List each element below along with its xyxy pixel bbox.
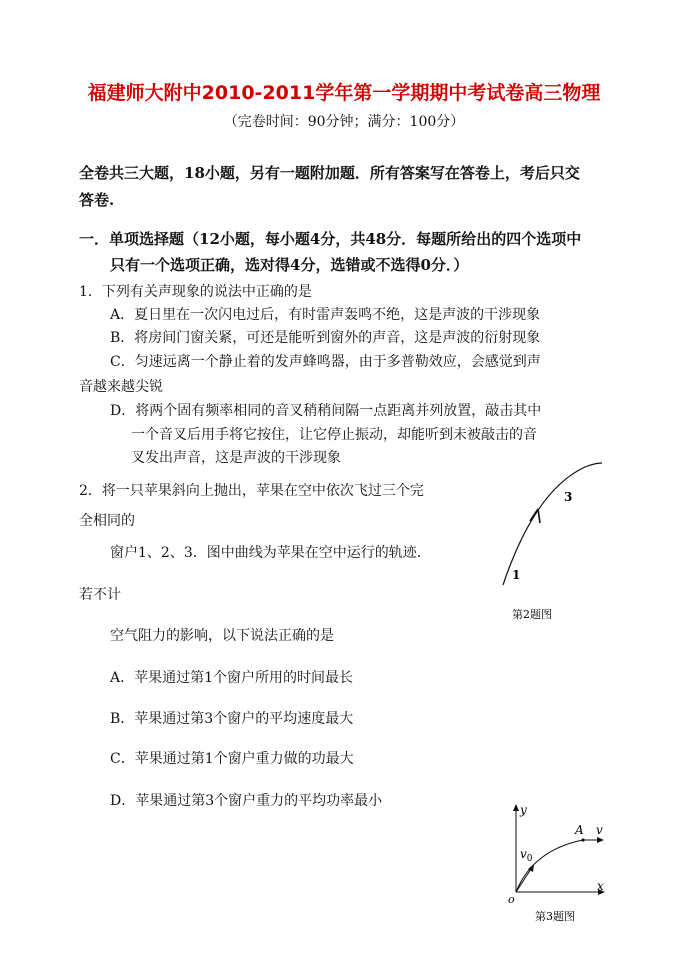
q2-stem-3: 窗户1、2、3．图中曲线为苹果在空中运行的轨迹. <box>110 545 422 561</box>
q1-option-d-cont-2: 叉发出声音，这是声波的干涉现象 <box>131 450 341 466</box>
fig2-caption: 第2题图 <box>512 608 552 621</box>
fig3-caption: 第3题图 <box>535 910 575 923</box>
section1-heading: 一．单项选择题（12小题，每小题4分，共48分．每题所给出的四个选项中 <box>79 230 582 248</box>
q1-option-d-cont-1: 一个音叉后用手将它按住，让它停止振动，却能听到未被敲击的音 <box>131 427 537 443</box>
intro-line-2: 答卷. <box>79 191 115 209</box>
q2-stem-2: 全相同的 <box>79 513 135 529</box>
q2-stem-4: 若不计 <box>79 587 121 603</box>
window-3-label: 3 <box>564 490 573 504</box>
v-label: v <box>596 823 603 837</box>
q2-stem-1: 2．将一只苹果斜向上抛出，苹果在空中依次飞过三个完 <box>79 483 424 499</box>
x-axis-label: x <box>597 879 604 893</box>
point-a <box>581 838 584 841</box>
v0-label: $v_0$ <box>520 847 533 864</box>
y-axis-label: y <box>520 803 527 817</box>
intro-line-1: 全卷共三大题，18小题，另有一题附加题．所有答案写在答卷上，考后只交 <box>79 164 580 182</box>
section1-heading-cont: 只有一个选项正确，选对得4分，选错或不选得0分．） <box>110 256 469 274</box>
q1-option-a: A．夏日里在一次闪电过后，有时雷声轰鸣不绝，这是声波的干涉现象 <box>110 307 541 323</box>
trajectory-curve <box>503 463 602 585</box>
y-axis-arrow-icon <box>513 804 519 811</box>
q3-trajectory-figure <box>503 800 613 925</box>
page-title: 福建师大附中2010-2011学年第一学期期中考试卷高三物理 <box>87 82 601 104</box>
q2-option-d: D．苹果通过第3个窗户重力的平均功率最小 <box>110 793 383 809</box>
q2-option-a: A．苹果通过第1个窗户所用的时间最长 <box>110 670 354 686</box>
v-arrow-icon <box>597 837 604 843</box>
q2-option-b: B．苹果通过第3个窗户的平均速度最大 <box>110 711 354 727</box>
q2-stem-5: 空气阻力的影响，以下说法正确的是 <box>110 628 334 644</box>
q2-option-c: C．苹果通过第1个窗户重力做的功最大 <box>110 751 354 767</box>
page-subtitle: （完卷时间：90分钟；满分：100分） <box>223 114 465 130</box>
point-a-label: A <box>575 823 584 837</box>
origin-label: o <box>508 893 515 906</box>
window-1-label: 1 <box>512 568 521 582</box>
q1-option-d: D．将两个固有频率相同的音叉稍稍间隔一点距离并列放置，敲击其中 <box>110 403 542 419</box>
q2-trajectory-figure <box>490 455 620 630</box>
q1-stem: 1．下列有关声现象的说法中正确的是 <box>79 284 312 300</box>
q1-option-c: C．匀速远离一个静止着的发声蜂鸣器，由于多普勒效应，会感觉到声 <box>110 354 541 370</box>
q1-option-b: B．将房间门窗关紧，可还是能听到窗外的声音，这是声波的衍射现象 <box>110 330 541 346</box>
q1-option-c-cont: 音越来越尖锐 <box>79 379 163 395</box>
